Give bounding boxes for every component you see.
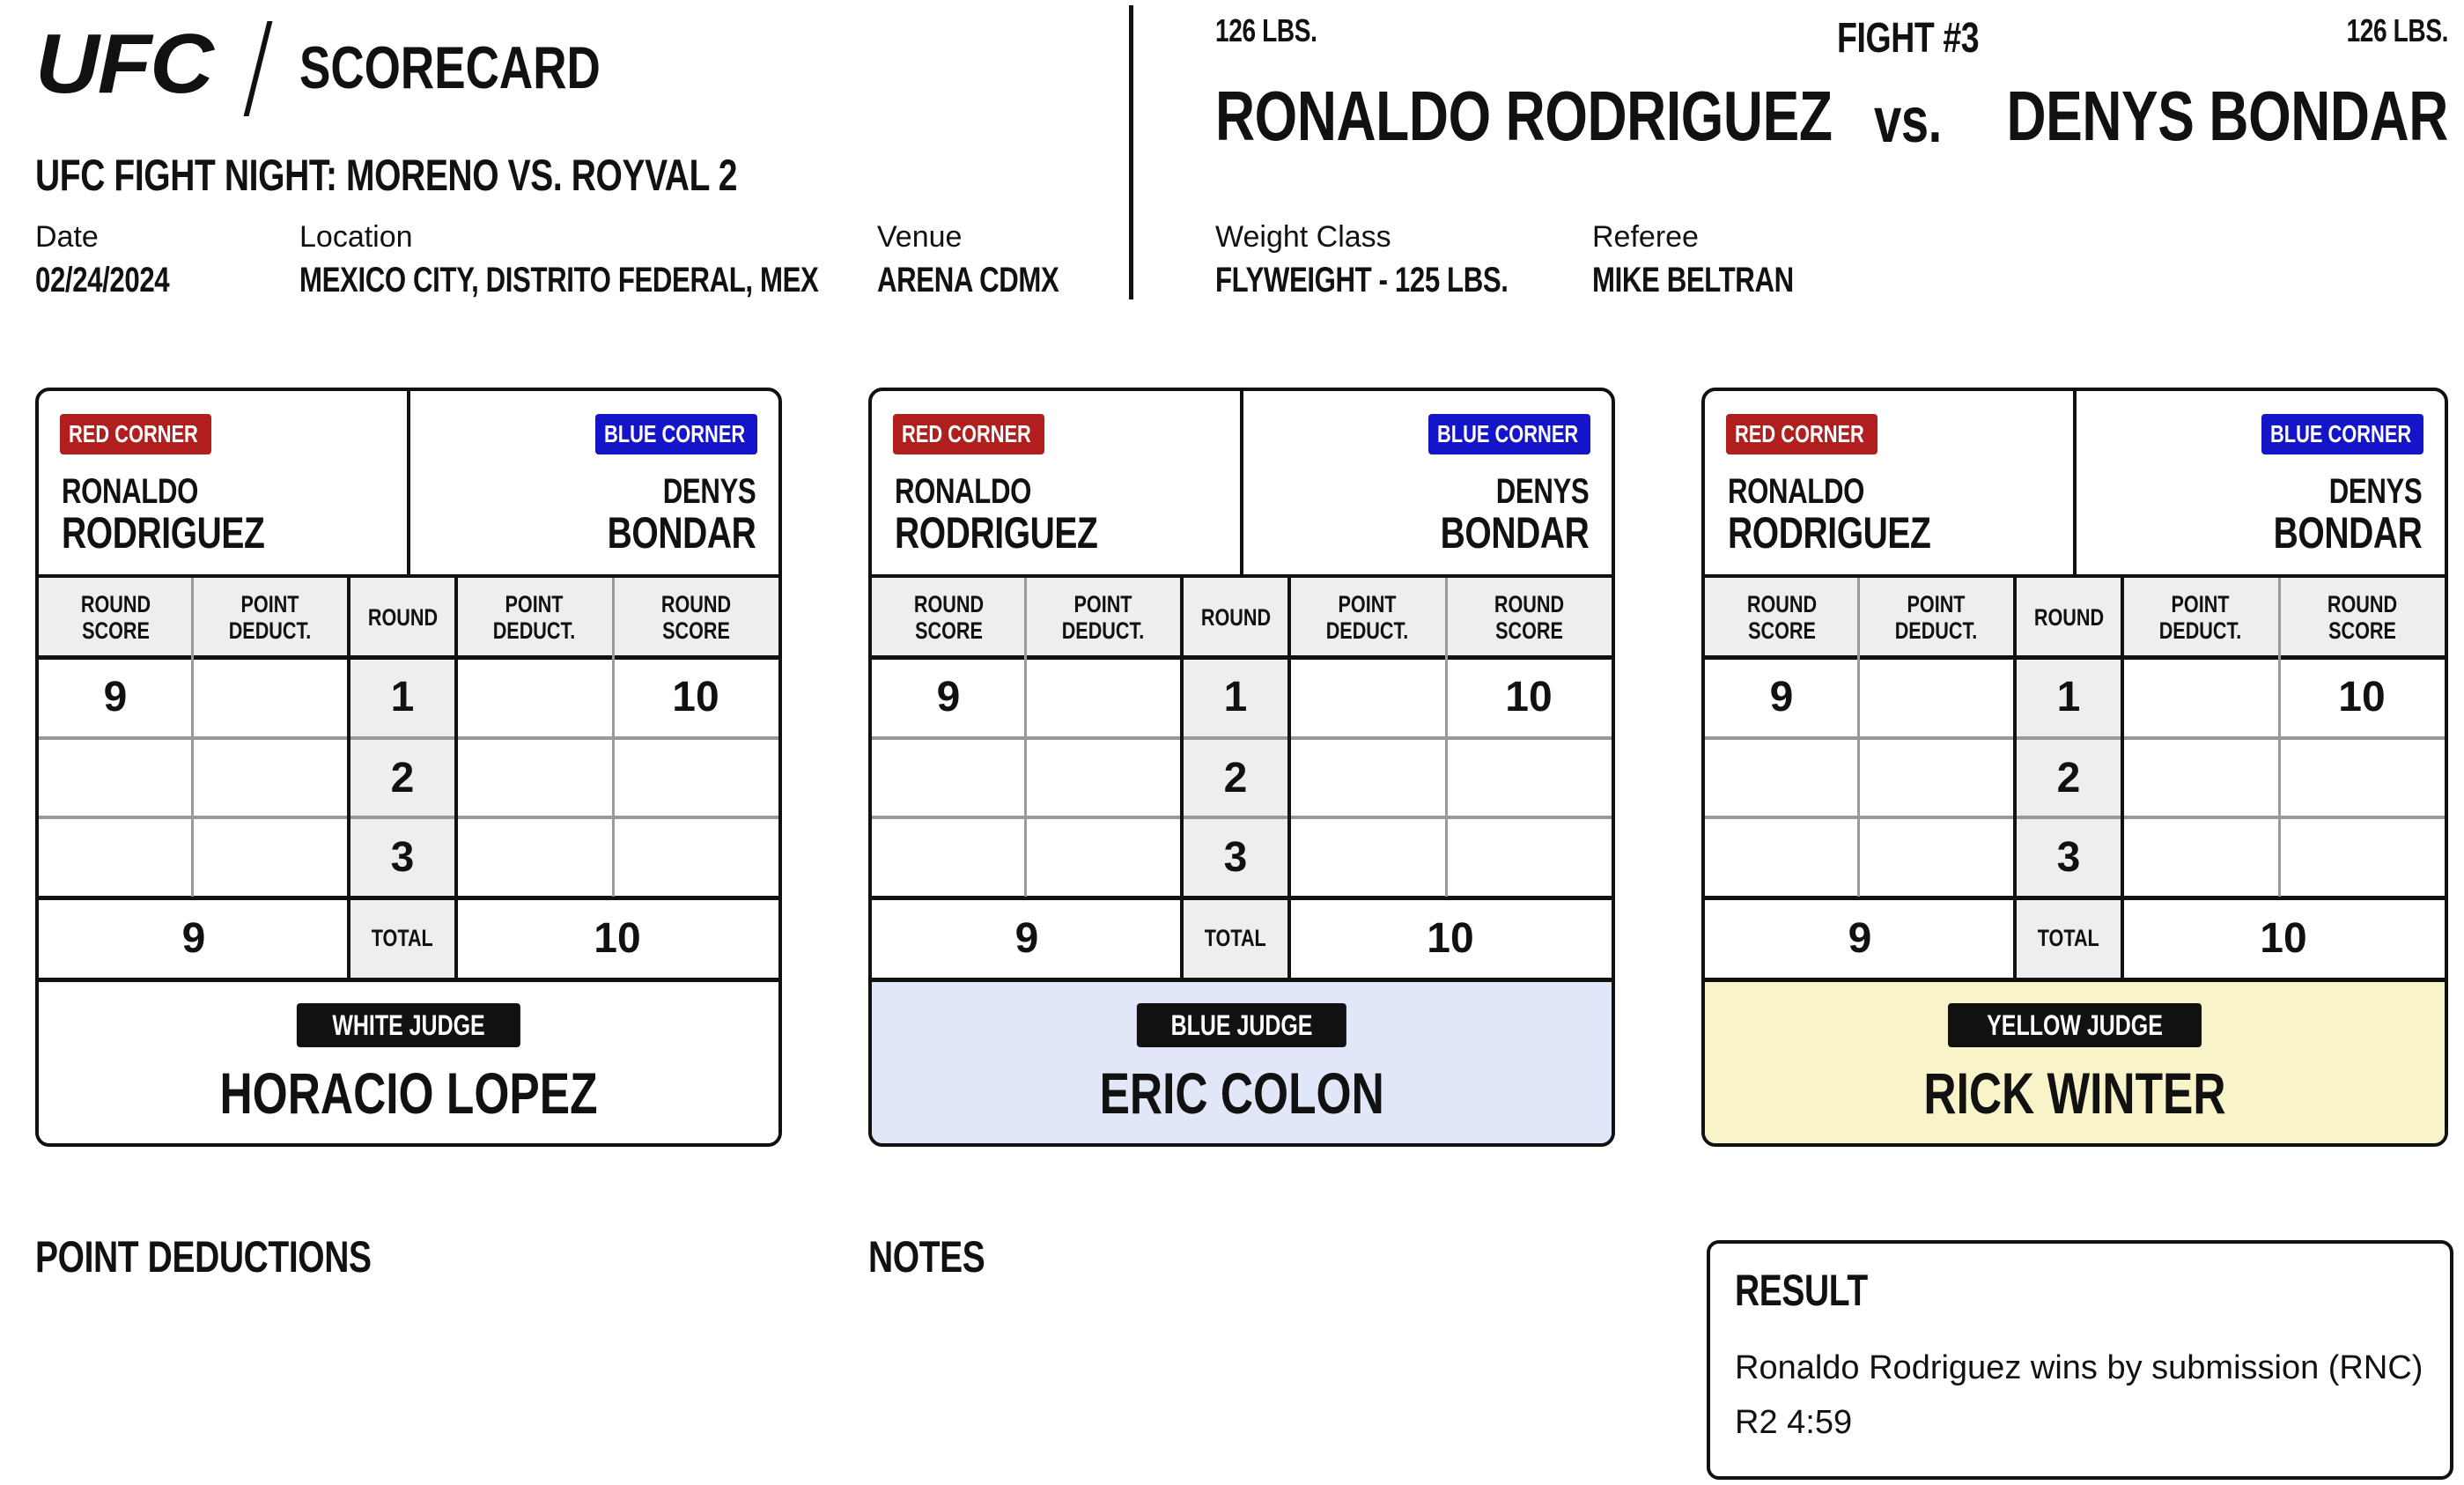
notes-title: NOTES [868,1232,985,1282]
grid-header-row [872,578,1612,657]
round-row [39,817,778,897]
round-cell: 2 [1182,738,1289,817]
fight-number: FIGHT #3 [1837,15,1980,62]
round-row [1705,738,2445,817]
round-cell: 9 [936,673,961,720]
header-divider [1129,5,1133,299]
grid-header-cell: ROUND SCORE [1746,591,1817,644]
round-cell [192,657,349,736]
round-cell: 10 [672,673,719,720]
judge-scorecard [1701,388,2448,1147]
grid-header-row [39,578,778,657]
round-cell [192,817,349,897]
grid-line [1445,578,1448,897]
judge-color-badge: BLUE JUDGE [1137,1003,1346,1047]
round-cell: 3 [1182,817,1289,897]
result-title: RESULT [1735,1266,1868,1315]
round-cell [39,738,192,817]
round-cell: 2 [2015,738,2122,817]
header-divider [2073,391,2077,578]
grid-line [2013,578,2017,978]
blue-fighter-last: BONDAR [2273,508,2422,558]
grid-header-cell: POINT DEDUCT. [1895,591,1978,644]
total-row [39,898,778,978]
blue-total: 10 [594,914,641,962]
red-total: 9 [1848,914,1872,962]
grid-header-cell: ROUND SCORE [80,591,151,644]
judge-scorecard [35,388,782,1147]
location-value: MEXICO CITY, DISTRITO FEDERAL, MEX [299,261,819,299]
result-line-1: Ronaldo Rodriguez wins by submission (RNC) [1735,1349,2423,1386]
grid-line [39,736,778,740]
weight-class-label: Weight Class [1215,220,1391,254]
round-cell: 1 [349,657,456,736]
scorecard-header [872,391,1612,578]
logo-slash [244,21,273,116]
round-cell: 9 [1769,673,1794,720]
total-label-cell: TOTAL [2015,898,2122,978]
blue-fighter-name: DENYS BONDAR [2006,77,2448,155]
grid-header-cell: ROUND SCORE [2327,591,2397,644]
venue-value: ARENA CDMX [877,261,1059,299]
grid-header-cell: POINT DEDUCT. [1326,591,1409,644]
round-cell [872,738,1025,817]
round-cell [1446,817,1612,897]
round-row [39,738,778,817]
grid-header-cell: POINT DEDUCT. [2159,591,2242,644]
round-cell: 1 [1182,657,1289,736]
grid-line [612,578,615,897]
round-cell [1858,738,2015,817]
round-cell [192,738,349,817]
red-fighter-name: RONALDO RODRIGUEZ [1215,77,1833,155]
grid-line [2121,578,2124,978]
round-cell [456,657,613,736]
referee-value: MIKE BELTRAN [1592,261,1794,299]
grid-line [39,816,778,819]
judge-section [39,978,778,1147]
scorecard-header [1705,391,2445,578]
red-fighter-first: RONALDO [1728,472,1865,511]
grid-line [347,578,350,978]
round-cell [1025,738,1182,817]
event-title: UFC FIGHT NIGHT: MORENO VS. ROYVAL 2 [35,151,738,200]
date-value: 02/24/2024 [35,261,170,299]
grid-line [1705,655,2445,660]
red-total: 9 [181,914,206,962]
total-label-cell: TOTAL [1182,898,1289,978]
red-fighter-first: RONALDO [62,472,199,511]
round-cell [2279,738,2445,817]
round-cell [1705,817,1858,897]
round-row [1705,657,2445,736]
grid-header-cell: ROUND SCORE [1494,591,1564,644]
blue-total: 10 [2260,914,2307,962]
blue-fighter-first: DENYS [1495,472,1589,511]
round-cell [613,738,778,817]
grid-header-cell: ROUND [1200,604,1271,631]
vs-text: vs. [1874,85,1942,156]
scorecard-header [39,391,778,578]
round-cell [1858,817,2015,897]
red-fighter-last: RODRIGUEZ [62,508,265,558]
grid-line [191,578,194,897]
round-cell: 10 [1505,673,1553,720]
round-cell: 3 [2015,817,2122,897]
total-label-cell: TOTAL [349,898,456,978]
grid-line [1024,578,1027,897]
blue-weight: 126 LBS. [2346,12,2448,48]
grid-header-cell: ROUND SCORE [660,591,731,644]
round-cell [2279,817,2445,897]
round-row [872,657,1612,736]
judge-section [1705,978,2445,1147]
round-cell: 10 [2338,673,2386,720]
referee-label: Referee [1592,220,1699,254]
weight-class-value: FLYWEIGHT - 125 LBS. [1215,261,1509,299]
grid-header-cell: ROUND [367,604,438,631]
blue-total: 10 [1427,914,1474,962]
red-corner-badge: RED CORNER [1726,414,1878,454]
ufc-logo-text: UFC [35,17,212,111]
grid-line [1287,578,1291,978]
red-corner-badge: RED CORNER [60,414,211,454]
grid-header-cell: ROUND SCORE [913,591,984,644]
judge-color-badge: WHITE JUDGE [297,1003,520,1047]
round-cell [2122,657,2279,736]
blue-corner-badge: BLUE CORNER [1428,414,1590,454]
round-row [39,657,778,736]
grid-line [872,655,1612,660]
round-cell [1705,738,1858,817]
blue-fighter-last: BONDAR [607,508,756,558]
round-cell [1289,657,1446,736]
judge-name: ERIC COLON [1099,1060,1384,1126]
round-cell [613,817,778,897]
red-weight: 126 LBS. [1215,12,1317,48]
point-deductions-title: POINT DEDUCTIONS [35,1232,372,1282]
round-cell [1446,738,1612,817]
total-row [1705,898,2445,978]
blue-fighter-first: DENYS [2328,472,2422,511]
judge-name: RICK WINTER [1923,1060,2226,1126]
round-cell [39,817,192,897]
grid-header-cell: POINT DEDUCT. [493,591,576,644]
grid-line [1705,896,2445,900]
grid-header-cell: POINT DEDUCT. [229,591,312,644]
grid-header-cell: ROUND [2033,604,2104,631]
grid-line [872,736,1612,740]
grid-line [39,655,778,660]
judge-color-badge: YELLOW JUDGE [1948,1003,2202,1047]
red-total: 9 [1014,914,1039,962]
red-corner-badge: RED CORNER [893,414,1044,454]
grid-line [872,816,1612,819]
round-cell [456,817,613,897]
round-cell: 3 [349,817,456,897]
grid-line [1857,578,1860,897]
round-row [872,738,1612,817]
grid-line [1180,578,1184,978]
result-box [1707,1240,2453,1480]
round-cell [1289,817,1446,897]
judge-section [872,978,1612,1147]
total-row [872,898,1612,978]
round-cell [1858,657,2015,736]
grid-line [454,578,458,978]
judge-scorecard [868,388,1615,1147]
red-fighter-last: RODRIGUEZ [895,508,1098,558]
blue-corner-badge: BLUE CORNER [2261,414,2423,454]
blue-fighter-last: BONDAR [1440,508,1589,558]
blue-corner-badge: BLUE CORNER [595,414,757,454]
round-cell [1025,817,1182,897]
round-cell: 1 [2015,657,2122,736]
grid-line [1705,816,2445,819]
result-line-2: R2 4:59 [1735,1404,1853,1441]
header-divider [407,391,410,578]
grid-header-cell: POINT DEDUCT. [1062,591,1145,644]
header-divider [1240,391,1243,578]
round-row [872,817,1612,897]
round-cell [2122,738,2279,817]
grid-line [1705,736,2445,740]
judge-name: HORACIO LOPEZ [219,1060,598,1126]
grid-header-row [1705,578,2445,657]
location-label: Location [299,220,413,254]
scorecard-logo-text: SCORECARD [299,34,601,101]
date-label: Date [35,220,99,254]
round-cell [872,817,1025,897]
blue-fighter-first: DENYS [662,472,756,511]
red-fighter-first: RONALDO [895,472,1032,511]
grid-line [872,896,1612,900]
round-cell: 9 [103,673,128,720]
round-cell [456,738,613,817]
ufc-scorecard-logo [35,16,601,111]
grid-line [39,896,778,900]
round-row [1705,817,2445,897]
grid-line [2278,578,2281,897]
round-cell [1289,738,1446,817]
red-fighter-last: RODRIGUEZ [1728,508,1931,558]
round-cell [1025,657,1182,736]
venue-label: Venue [877,220,963,254]
round-cell [2122,817,2279,897]
round-cell: 2 [349,738,456,817]
